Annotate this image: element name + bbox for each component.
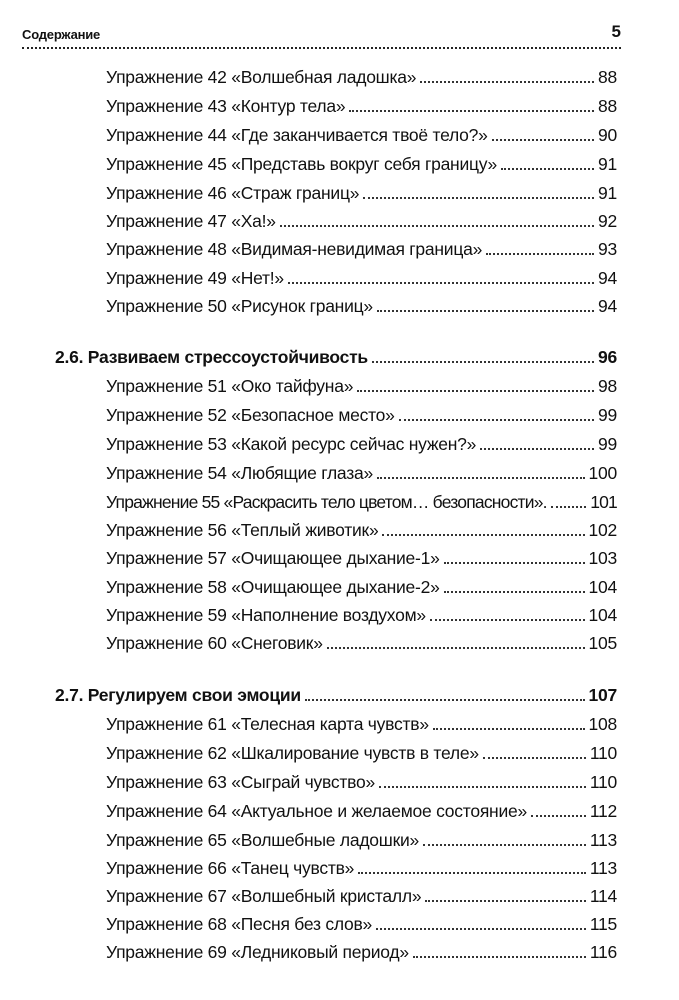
dot-leader [430,618,585,621]
toc-entry-page: 105 [588,633,617,653]
toc-entry[interactable] [106,769,617,795]
toc-entry-page: 94 [598,268,617,288]
toc-entry[interactable] [106,574,617,600]
toc-entry-page: 93 [598,239,617,259]
toc-entry-title: Упражнение 60 «Снеговик» [106,633,323,653]
dot-leader [358,871,586,874]
dot-leader [425,899,586,902]
toc-entry-title: Упражнение 46 «Страж границ» [106,183,360,203]
dot-leader [486,252,594,255]
toc-entry-page: 88 [598,96,617,116]
toc-entry[interactable] [106,151,617,177]
dot-leader [531,814,586,817]
dot-leader [349,109,594,112]
dot-leader [377,476,585,479]
toc-entry[interactable] [106,602,617,628]
toc-entry[interactable] [106,911,617,937]
toc-entry-title: Упражнение 56 «Теплый животик» [106,520,379,540]
toc-entry-title: Упражнение 57 «Очищающее дыхание-1» [106,548,440,568]
toc-entry-title: Упражнение 43 «Контур тела» [106,96,346,116]
toc-entry-page: 101 [590,492,617,512]
toc-entry[interactable] [106,373,617,399]
toc-entry-title: Упражнение 48 «Видимая-невидимая граница» [106,239,483,259]
toc-entry-title: Упражнение 61 «Телесная карта чувств» [106,714,429,734]
dot-leader [420,80,594,83]
dot-leader [483,756,586,759]
toc-entry[interactable] [106,798,617,824]
toc-entry[interactable] [106,93,617,119]
dot-leader [372,360,594,363]
toc-entry-page: 110 [589,772,617,792]
toc-entry-page: 91 [598,154,617,174]
toc-section-heading[interactable] [55,344,617,370]
page-number: 5 [611,22,621,41]
toc-entry-title: Упражнение 42 «Волшебная ладошка» [106,67,417,87]
dot-leader [444,590,585,593]
dot-leader [382,533,584,536]
toc-entry-page: 113 [589,830,617,850]
running-header-title: Содержание [22,27,101,42]
toc-entry-title: Упражнение 68 «Песня без слов» [106,914,373,934]
toc-entry-page: 112 [589,801,617,821]
dot-leader [492,138,594,141]
toc-entry-title: Упражнение 65 «Волшебные ладошки» [106,830,419,850]
toc-entry-title: Упражнение 59 «Наполнение воздухом» [106,605,426,625]
toc-entry-page: 94 [598,296,617,316]
toc-entry[interactable] [106,208,617,234]
toc-section-page: 107 [588,685,617,705]
dot-leader [399,418,594,421]
toc-entry-title: Упражнение 44 «Где заканчивается твоё тело?» [106,125,488,145]
running-header [22,22,621,49]
toc-entry[interactable] [106,883,617,909]
toc-entry-page: 108 [588,714,617,734]
toc-entry[interactable] [106,460,617,486]
toc-entry[interactable] [106,545,617,571]
dot-leader [423,843,586,846]
toc-entry[interactable] [106,740,617,766]
toc-entry[interactable] [106,293,617,319]
toc-entry-page: 104 [588,577,617,597]
toc-entry[interactable] [106,827,617,853]
dot-leader [501,167,594,170]
toc-entry-title: Упражнение 45 «Представь вокруг себя границу» [106,154,497,174]
dot-leader [305,698,585,701]
toc-entry[interactable] [106,180,617,206]
toc-entry[interactable] [106,431,617,457]
toc-entry-title: Упражнение 55 «Раскрасить тело цветом… безопасности». [106,492,547,512]
dot-leader [327,646,585,649]
toc-entry-page: 100 [588,463,617,483]
toc-entry-page: 91 [598,183,617,203]
toc-entry-title: Упражнение 64 «Актуальное и желаемое состояние» [106,801,527,821]
toc-entry-title: Упражнение 54 «Любящие глаза» [106,463,373,483]
toc-entry-page: 102 [588,520,617,540]
dot-leader [480,447,594,450]
toc-entry-page: 114 [589,886,617,906]
toc-entry-title: Упражнение 62 «Шкалирование чувств в теле» [106,743,479,763]
toc-section-title: 2.6. Развиваем стрессоустойчивость [55,347,368,367]
toc-entry-page: 103 [588,548,617,568]
toc-entry-page: 92 [598,211,617,231]
toc-entry-page: 116 [589,942,617,962]
dot-leader [444,561,585,564]
toc-entry[interactable] [106,265,617,291]
toc-entry-title: Упражнение 63 «Сыграй чувство» [106,772,375,792]
toc-entry[interactable] [106,517,617,543]
toc-entry-page: 88 [598,67,617,87]
toc-entry-page: 90 [598,125,617,145]
toc-entry-page: 115 [589,914,617,934]
dot-leader [288,281,594,284]
toc-entry-page: 99 [598,405,617,425]
toc-entry-title: Упражнение 51 «Око тайфуна» [106,376,354,396]
dot-leader [551,505,586,508]
toc-entry-title: Упражнение 66 «Танец чувств» [106,858,355,878]
toc-entry[interactable] [106,122,617,148]
dot-leader [376,927,586,930]
toc-entry-page: 110 [589,743,617,763]
toc-entry-title: Упражнение 67 «Волшебный кристалл» [106,886,422,906]
toc-section-heading[interactable] [55,682,617,708]
toc-entry-title: Упражнение 69 «Ледниковый период» [106,942,409,962]
dot-leader [413,955,586,958]
dot-leader [280,224,594,227]
toc-section-title: 2.7. Регулируем свои эмоции [55,685,301,705]
dot-leader [377,309,594,312]
toc-entry[interactable] [106,855,617,881]
dot-leader [433,727,585,730]
toc-entry-title: Упражнение 58 «Очищающее дыхание-2» [106,577,440,597]
dot-leader [357,389,594,392]
toc-entry-title: Упражнение 50 «Рисунок границ» [106,296,373,316]
toc-entry[interactable] [106,711,617,737]
toc-entry[interactable] [106,630,617,656]
toc-entry-title: Упражнение 47 «Ха!» [106,211,276,231]
dot-leader [379,785,586,788]
dot-leader [363,196,594,199]
toc-entry-page: 98 [598,376,617,396]
toc-entry-page: 113 [589,858,617,878]
toc-entry-page: 104 [588,605,617,625]
toc-entry[interactable] [106,489,617,515]
toc-entry[interactable] [106,402,617,428]
toc-entry-title: Упражнение 49 «Нет!» [106,268,284,288]
toc-section-page: 96 [598,347,617,367]
toc-entry-title: Упражнение 52 «Безопасное место» [106,405,395,425]
toc-entry-title: Упражнение 53 «Какой ресурс сейчас нужен?» [106,434,477,454]
toc-entry[interactable] [106,236,617,262]
toc-entry[interactable] [106,939,617,965]
toc-entry-page: 99 [598,434,617,454]
toc-entry[interactable] [106,64,617,90]
